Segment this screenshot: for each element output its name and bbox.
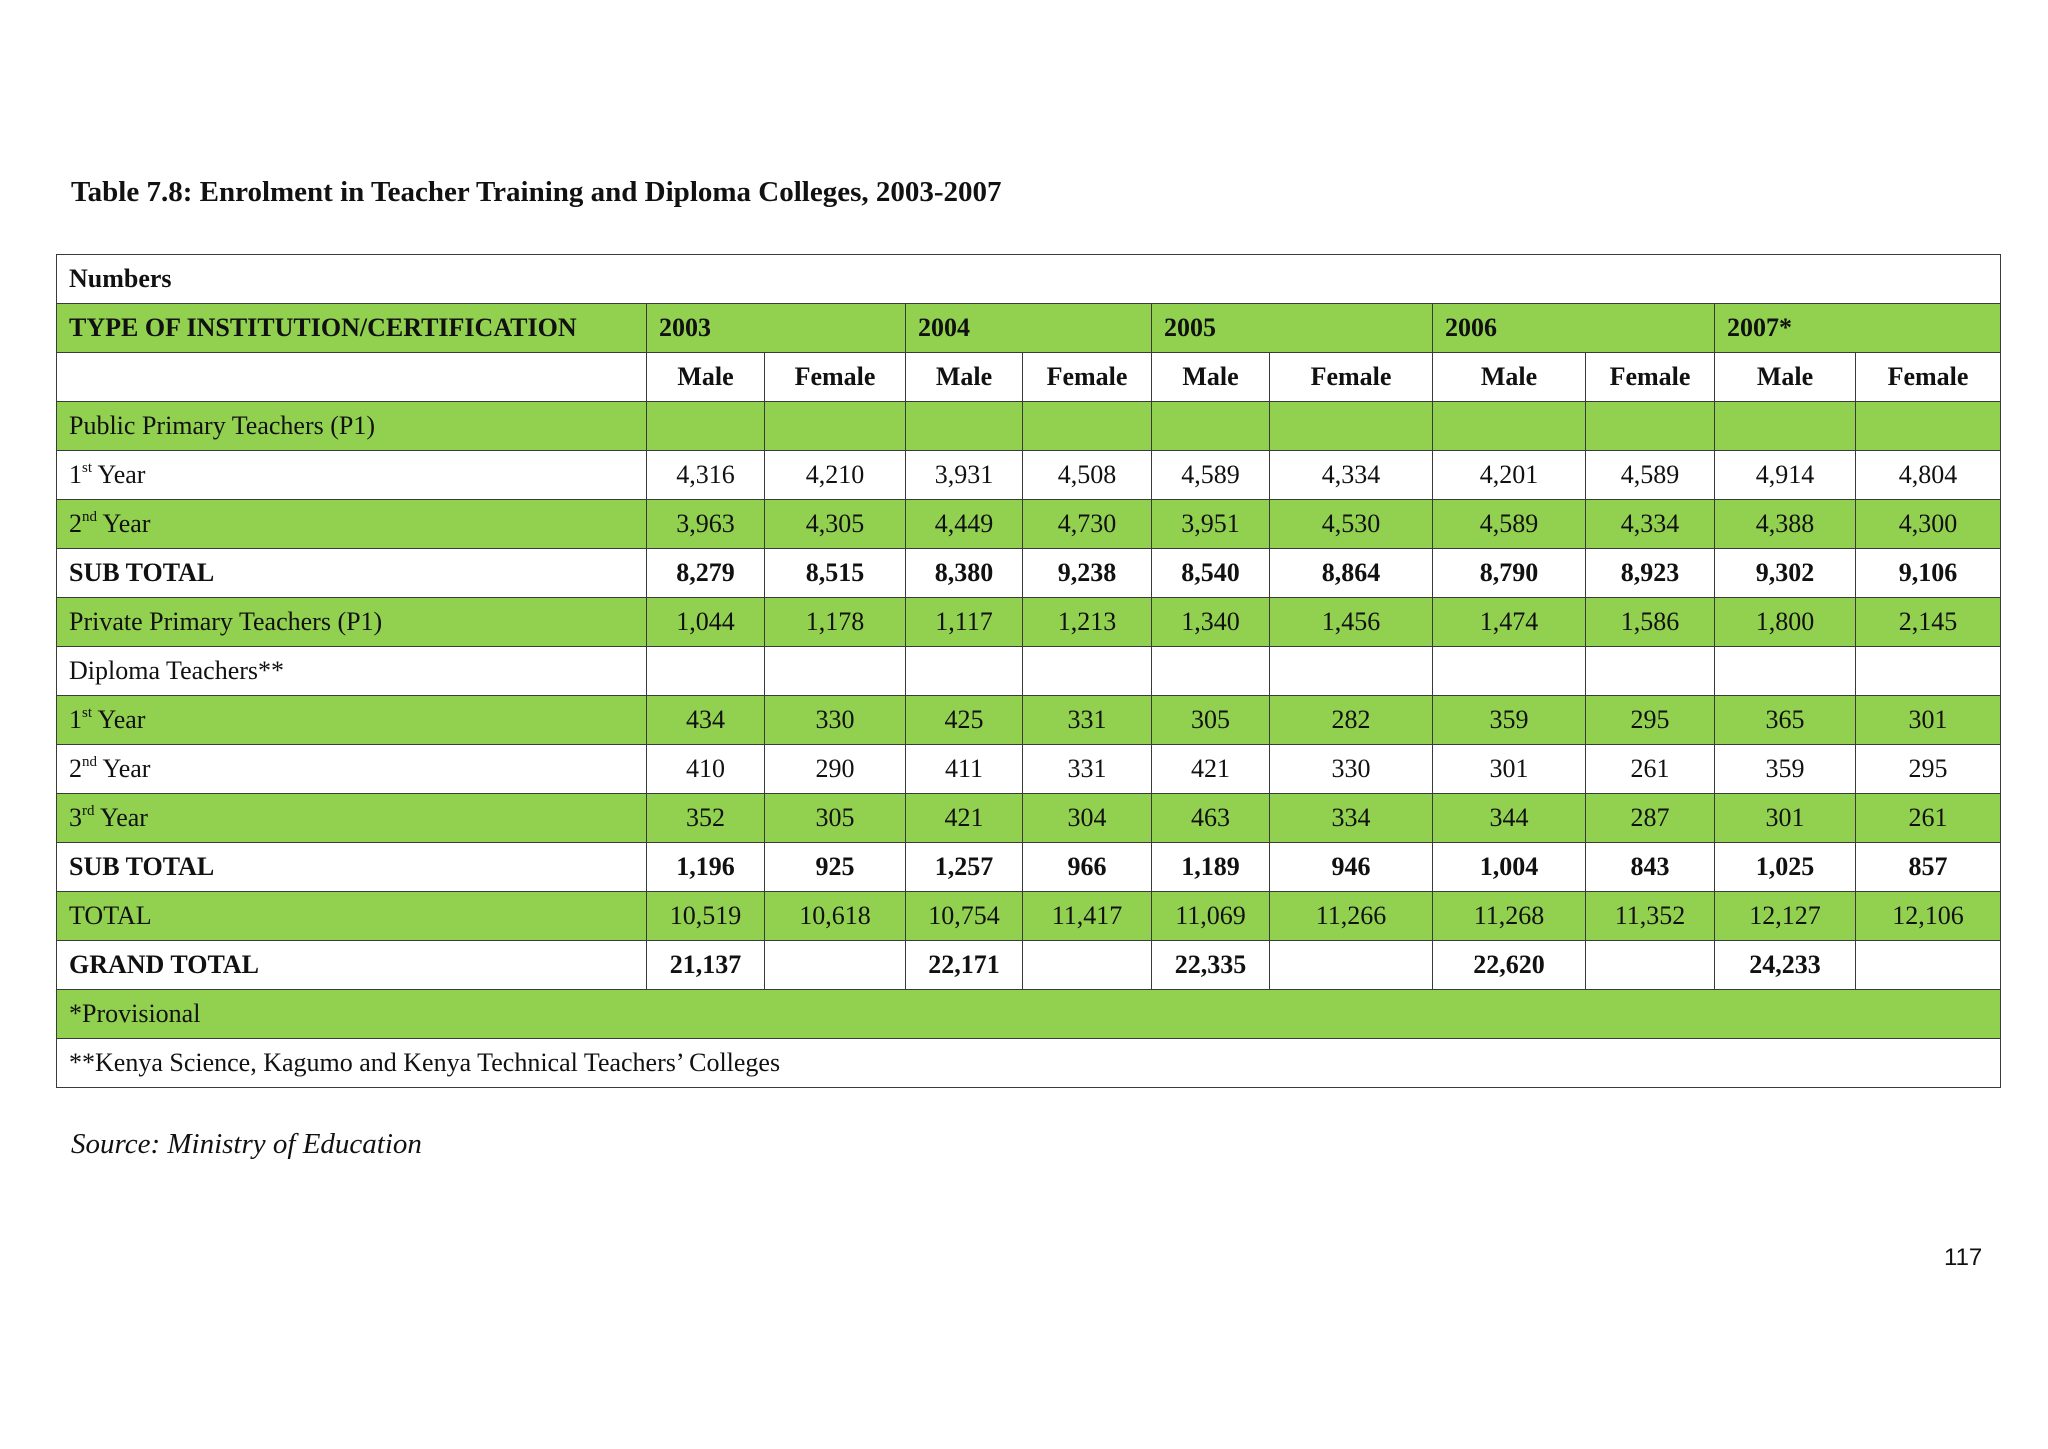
table-cell bbox=[1586, 647, 1715, 696]
table-cell: 344 bbox=[1433, 794, 1586, 843]
table-cell: 330 bbox=[765, 696, 906, 745]
table-cell: 4,589 bbox=[1433, 500, 1586, 549]
table-cell: 10,618 bbox=[765, 892, 906, 941]
year-header: 2003 bbox=[647, 304, 906, 353]
table-cell bbox=[906, 402, 1023, 451]
type-header: TYPE OF INSTITUTION/CERTIFICATION bbox=[57, 304, 647, 353]
table-cell: 359 bbox=[1715, 745, 1856, 794]
table-cell: 1,800 bbox=[1715, 598, 1856, 647]
note-row bbox=[57, 1039, 2001, 1088]
table-cell: 4,589 bbox=[1152, 451, 1270, 500]
table-title: Table 7.8: Enrolment in Teacher Training and Diploma Colleges, 2003-2007 bbox=[71, 176, 1002, 208]
row-label-number: 3 bbox=[69, 803, 82, 832]
subtotal-row bbox=[57, 843, 2001, 892]
table-cell: 8,540 bbox=[1152, 549, 1270, 598]
table-cell: 946 bbox=[1270, 843, 1433, 892]
table-cell: 434 bbox=[647, 696, 765, 745]
table-cell: 301 bbox=[1856, 696, 2001, 745]
table-cell: 304 bbox=[1023, 794, 1152, 843]
gender-header-row bbox=[57, 353, 2001, 402]
row-label bbox=[57, 451, 647, 500]
table-cell: 21,137 bbox=[647, 941, 765, 990]
table-cell: 8,923 bbox=[1586, 549, 1715, 598]
row-label: SUB TOTAL bbox=[57, 549, 647, 598]
source-note: Source: Ministry of Education bbox=[71, 1128, 422, 1160]
table-cell: 22,335 bbox=[1152, 941, 1270, 990]
table-cell: 295 bbox=[1586, 696, 1715, 745]
row-label-ordinal: st bbox=[82, 460, 93, 476]
table-cell: 11,266 bbox=[1270, 892, 1433, 941]
row-label-text: Year bbox=[92, 460, 146, 489]
table-cell: 1,004 bbox=[1433, 843, 1586, 892]
table-cell bbox=[1586, 402, 1715, 451]
year-header: 2004 bbox=[906, 304, 1152, 353]
row-label-ordinal: rd bbox=[82, 803, 95, 819]
table-cell bbox=[1715, 402, 1856, 451]
table-cell: 22,171 bbox=[906, 941, 1023, 990]
row-label-ordinal: nd bbox=[82, 754, 97, 770]
table-row bbox=[57, 794, 2001, 843]
table-cell: 301 bbox=[1715, 794, 1856, 843]
row-label-text: Year bbox=[97, 754, 151, 783]
table-row bbox=[57, 402, 2001, 451]
table-cell: 1,189 bbox=[1152, 843, 1270, 892]
table-cell: 425 bbox=[906, 696, 1023, 745]
table-cell: 421 bbox=[1152, 745, 1270, 794]
table-cell: 1,456 bbox=[1270, 598, 1433, 647]
table-cell bbox=[1856, 402, 2001, 451]
table-cell: 4,388 bbox=[1715, 500, 1856, 549]
row-label: TOTAL bbox=[57, 892, 647, 941]
table-cell: 330 bbox=[1270, 745, 1433, 794]
table-cell: 1,474 bbox=[1433, 598, 1586, 647]
table-cell: 4,914 bbox=[1715, 451, 1856, 500]
year-header: 2007* bbox=[1715, 304, 2001, 353]
table-cell: 4,530 bbox=[1270, 500, 1433, 549]
table-cell: 331 bbox=[1023, 745, 1152, 794]
table-cell: 8,380 bbox=[906, 549, 1023, 598]
female-header: Female bbox=[1856, 353, 2001, 402]
table-cell: 282 bbox=[1270, 696, 1433, 745]
table-cell: 1,025 bbox=[1715, 843, 1856, 892]
year-header: 2006 bbox=[1433, 304, 1715, 353]
table-cell: 4,449 bbox=[906, 500, 1023, 549]
page-number: 117 bbox=[1944, 1244, 1983, 1271]
year-header-row bbox=[57, 304, 2001, 353]
table-cell bbox=[1715, 647, 1856, 696]
male-header: Male bbox=[647, 353, 765, 402]
table-row bbox=[57, 647, 2001, 696]
table-cell: 334 bbox=[1270, 794, 1433, 843]
row-label-ordinal: st bbox=[82, 705, 93, 721]
row-label: Diploma Teachers** bbox=[57, 647, 647, 696]
table-cell: 1,117 bbox=[906, 598, 1023, 647]
table-cell: 331 bbox=[1023, 696, 1152, 745]
table-cell: 4,201 bbox=[1433, 451, 1586, 500]
table-cell bbox=[1433, 402, 1586, 451]
table-cell: 925 bbox=[765, 843, 906, 892]
table-cell bbox=[1152, 402, 1270, 451]
table-cell: 295 bbox=[1856, 745, 2001, 794]
table-cell bbox=[765, 941, 906, 990]
table-cell bbox=[1856, 647, 2001, 696]
table-cell: 1,044 bbox=[647, 598, 765, 647]
table-cell bbox=[906, 647, 1023, 696]
table-cell: 8,864 bbox=[1270, 549, 1433, 598]
table-row bbox=[57, 451, 2001, 500]
table-cell: 3,963 bbox=[647, 500, 765, 549]
table-cell: 365 bbox=[1715, 696, 1856, 745]
table-cell: 3,931 bbox=[906, 451, 1023, 500]
table-cell: 9,238 bbox=[1023, 549, 1152, 598]
male-header: Male bbox=[906, 353, 1023, 402]
male-header: Male bbox=[1433, 353, 1586, 402]
female-header: Female bbox=[765, 353, 906, 402]
provisional-note: *Provisional bbox=[57, 990, 2001, 1039]
table-cell bbox=[1856, 941, 2001, 990]
table-cell: 352 bbox=[647, 794, 765, 843]
female-header: Female bbox=[1586, 353, 1715, 402]
table-cell: 4,210 bbox=[765, 451, 906, 500]
table-cell: 9,302 bbox=[1715, 549, 1856, 598]
table-cell: 305 bbox=[765, 794, 906, 843]
table-row bbox=[57, 500, 2001, 549]
row-label bbox=[57, 794, 647, 843]
table-cell: 857 bbox=[1856, 843, 2001, 892]
table-cell bbox=[765, 647, 906, 696]
table-row bbox=[57, 696, 2001, 745]
table-cell: 10,519 bbox=[647, 892, 765, 941]
table-cell: 261 bbox=[1856, 794, 2001, 843]
table-cell: 8,790 bbox=[1433, 549, 1586, 598]
female-header: Female bbox=[1023, 353, 1152, 402]
table-cell bbox=[647, 647, 765, 696]
table-cell: 2,145 bbox=[1856, 598, 2001, 647]
table-row bbox=[57, 598, 2001, 647]
table-cell: 8,515 bbox=[765, 549, 906, 598]
table-cell: 966 bbox=[1023, 843, 1152, 892]
table-cell: 843 bbox=[1586, 843, 1715, 892]
table-cell: 290 bbox=[765, 745, 906, 794]
table-cell bbox=[1023, 402, 1152, 451]
table-cell: 359 bbox=[1433, 696, 1586, 745]
table-cell: 22,620 bbox=[1433, 941, 1586, 990]
enrolment-table bbox=[56, 254, 2001, 1088]
table-cell: 11,417 bbox=[1023, 892, 1152, 941]
total-row bbox=[57, 892, 2001, 941]
table-cell bbox=[1023, 941, 1152, 990]
table-cell: 411 bbox=[906, 745, 1023, 794]
row-label: Private Primary Teachers (P1) bbox=[57, 598, 647, 647]
subtotal-row bbox=[57, 549, 2001, 598]
table-cell: 24,233 bbox=[1715, 941, 1856, 990]
table-cell bbox=[647, 402, 765, 451]
table-cell: 9,106 bbox=[1856, 549, 2001, 598]
table-cell: 301 bbox=[1433, 745, 1586, 794]
table-cell bbox=[1023, 647, 1152, 696]
row-label-number: 1 bbox=[69, 460, 82, 489]
row-label bbox=[57, 696, 647, 745]
row-label-ordinal: nd bbox=[82, 509, 97, 525]
table-cell: 4,334 bbox=[1586, 500, 1715, 549]
table-cell: 11,352 bbox=[1586, 892, 1715, 941]
female-header: Female bbox=[1270, 353, 1433, 402]
table-cell: 4,334 bbox=[1270, 451, 1433, 500]
table-cell: 4,316 bbox=[647, 451, 765, 500]
table-cell bbox=[1270, 647, 1433, 696]
table-cell: 4,300 bbox=[1856, 500, 2001, 549]
note-row bbox=[57, 990, 2001, 1039]
row-label: Public Primary Teachers (P1) bbox=[57, 402, 647, 451]
table-cell bbox=[1586, 941, 1715, 990]
table-cell: 1,196 bbox=[647, 843, 765, 892]
table-cell: 12,127 bbox=[1715, 892, 1856, 941]
table-cell: 305 bbox=[1152, 696, 1270, 745]
row-label: GRAND TOTAL bbox=[57, 941, 647, 990]
table-cell bbox=[1270, 402, 1433, 451]
table-cell bbox=[1433, 647, 1586, 696]
colleges-note: **Kenya Science, Kagumo and Kenya Technical Teachers’ Colleges bbox=[57, 1039, 2001, 1088]
row-label-number: 2 bbox=[69, 754, 82, 783]
table-cell: 11,069 bbox=[1152, 892, 1270, 941]
table-cell: 287 bbox=[1586, 794, 1715, 843]
numbers-row bbox=[57, 255, 2001, 304]
table-cell: 10,754 bbox=[906, 892, 1023, 941]
row-label bbox=[57, 500, 647, 549]
table-cell bbox=[1270, 941, 1433, 990]
table-cell: 1,178 bbox=[765, 598, 906, 647]
table-cell bbox=[1152, 647, 1270, 696]
gender-header-blank bbox=[57, 353, 647, 402]
numbers-label: Numbers bbox=[57, 255, 2001, 304]
table-cell: 261 bbox=[1586, 745, 1715, 794]
grand-total-row bbox=[57, 941, 2001, 990]
row-label-text: Year bbox=[92, 705, 146, 734]
table-cell: 12,106 bbox=[1856, 892, 2001, 941]
row-label-number: 2 bbox=[69, 509, 82, 538]
table-cell: 1,586 bbox=[1586, 598, 1715, 647]
table-cell: 8,279 bbox=[647, 549, 765, 598]
row-label-text: Year bbox=[97, 509, 151, 538]
table-cell: 4,508 bbox=[1023, 451, 1152, 500]
table-cell: 11,268 bbox=[1433, 892, 1586, 941]
table-cell: 4,730 bbox=[1023, 500, 1152, 549]
table-cell: 1,340 bbox=[1152, 598, 1270, 647]
table-cell: 4,804 bbox=[1856, 451, 2001, 500]
table-cell: 4,589 bbox=[1586, 451, 1715, 500]
male-header: Male bbox=[1715, 353, 1856, 402]
row-label: SUB TOTAL bbox=[57, 843, 647, 892]
male-header: Male bbox=[1152, 353, 1270, 402]
table-cell: 4,305 bbox=[765, 500, 906, 549]
row-label bbox=[57, 745, 647, 794]
table-cell: 3,951 bbox=[1152, 500, 1270, 549]
row-label-number: 1 bbox=[69, 705, 82, 734]
table-cell: 463 bbox=[1152, 794, 1270, 843]
year-header: 2005 bbox=[1152, 304, 1433, 353]
row-label-text: Year bbox=[94, 803, 148, 832]
table-cell: 410 bbox=[647, 745, 765, 794]
table-row bbox=[57, 745, 2001, 794]
table-cell: 1,257 bbox=[906, 843, 1023, 892]
table-cell: 1,213 bbox=[1023, 598, 1152, 647]
table-cell: 421 bbox=[906, 794, 1023, 843]
table-cell bbox=[765, 402, 906, 451]
